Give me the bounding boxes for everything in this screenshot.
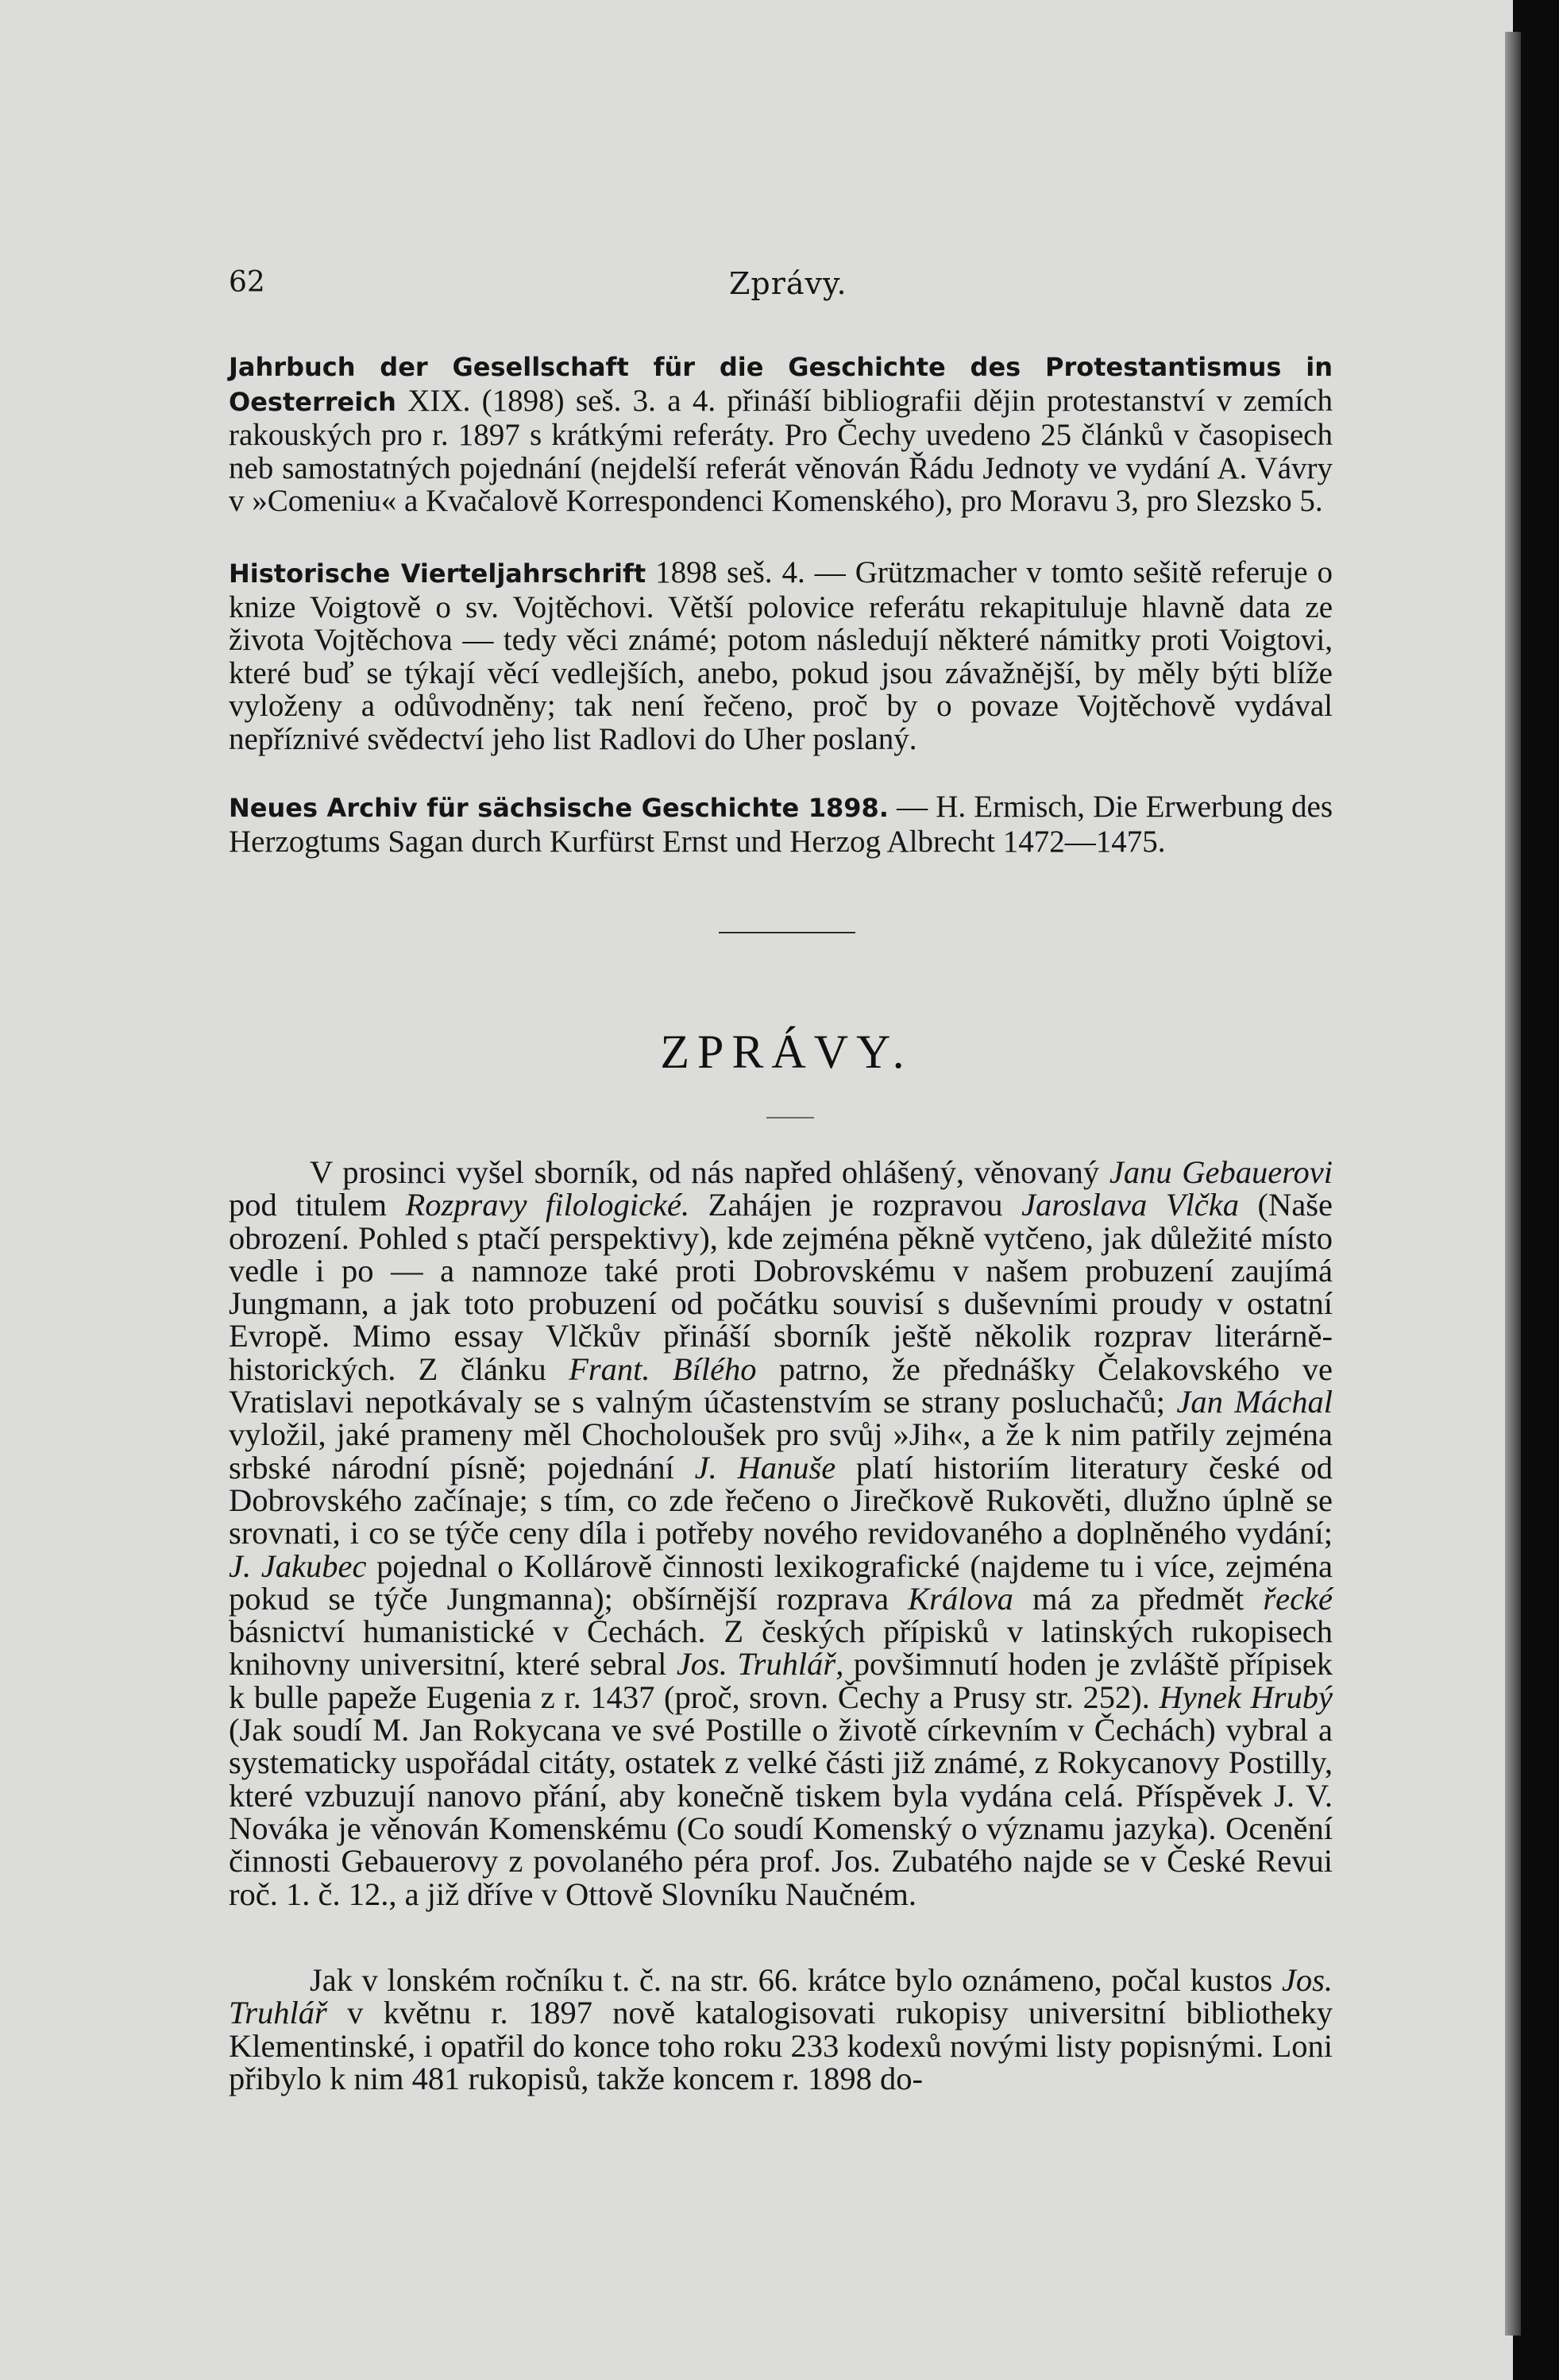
running-head: Zprávy. xyxy=(729,266,847,301)
news-text: pod titulem xyxy=(229,1187,406,1223)
work-title: Rozpravy filologické. xyxy=(405,1187,690,1223)
person-name: Jaroslava Vlčka xyxy=(1021,1187,1240,1223)
person-name: Jos. Truhlář xyxy=(229,1962,1333,2031)
news-text: v květnu r. 1897 nově katalogisovati rukopisy universitní bibliotheky Klementinské, i opatřil do konce toho roku 233 kodexů novými listy popisnými. Loni přibylo k nim 481 rukopisů, takže koncem r. 1898 do- xyxy=(229,1995,1333,2096)
person-name: J. Jakubec xyxy=(229,1547,367,1584)
news-text: patrno, že přednášky Čelakovského ve Vratislavi nepotkávaly se s valným účastenstvím se strany posluchačů; xyxy=(229,1350,1333,1420)
news-text: má za předmět xyxy=(1013,1580,1264,1617)
news-text: Jak v lonském ročníku t. č. na str. 66. krátce bylo oznámeno, počal kustos xyxy=(310,1962,1282,1998)
review-entry xyxy=(229,790,1333,858)
review-text: XIX. (1898) seš. 3. a 4. přináší bibliografii dějin protestanství v zemích rakouských pro r. 1897 s krátkými referáty. Pro Čechy uvedeno 25 článků v časopisech neb samostatných pojednání (nejdelší referát věnován Řádu Jednoty ve vydání A. Vávry v »Comeniu« a Kvačalově Korrespondenci Komenského), pro Moravu 3, pro Slezsko 5. xyxy=(229,383,1333,518)
periodical-title: Jahrbuch der Gesellschaft für die Geschichte des Protestantismus in Oesterreich xyxy=(229,352,1333,417)
news-text: platí historiím literatury české od Dobrovského začínaje; s tím, co zde řečeno o Jirečkově Rukověti, dlužno úplně se srovnati, i co se týče ceny díla i potřeby nového revidovaného a doplněného vydání; xyxy=(229,1449,1333,1551)
news-text: (Naše obrození. Pohled s ptačí perspektivy), kde zejména pěkně vytčeno, jak důležité místo vedle i po — a namnoze také proti Dobrovskému v našem probuzení zaujímá Jungmann, a jak toto probuzení od počátku souvisí s duševními proudy v ostatní Evropě. Mimo essay Vlčkův přináší sborník ještě několik rozprav literárně-historických. Z článku xyxy=(229,1187,1333,1387)
emphasis: řecké xyxy=(1263,1580,1333,1617)
person-name: Králova xyxy=(908,1580,1013,1617)
review-text: — H. Ermisch, Die Erwerbung des Herzogtums Sagan durch Kurfürst Ernst und Herzog Albrecht 1472—1475. xyxy=(229,790,1333,859)
person-name: Hynek Hrubý xyxy=(1159,1679,1333,1715)
news-paragraph xyxy=(229,1156,1333,1911)
person-name: Jos. Truhlář, xyxy=(676,1646,844,1683)
review-entry xyxy=(229,350,1333,518)
title-underline xyxy=(766,1117,814,1119)
person-name: Janu Gebauerovi xyxy=(1109,1154,1333,1190)
page-header xyxy=(229,266,1333,314)
section-title: ZPRÁVY. xyxy=(660,1026,913,1078)
news-text: Zahájen je rozpravou xyxy=(689,1187,1022,1223)
person-name: Frant. Bílého xyxy=(569,1350,757,1387)
person-name: J. Hanuše xyxy=(694,1449,836,1486)
periodical-title: Historische Vierteljahrschrift xyxy=(229,558,646,589)
news-text: povšimnutí hoden je zvláště přípisek k bulle papeže Eugenia z r. 1437 (proč, srovn. Čechy a Prusy str. 252). xyxy=(229,1646,1333,1715)
section-divider xyxy=(719,932,855,933)
news-text: V prosinci vyšel sborník, od nás napřed ohlášený, věnovaný xyxy=(310,1154,1109,1190)
person-name: Jan Máchal xyxy=(1176,1384,1333,1420)
review-entry xyxy=(229,556,1333,755)
page-edge-shadow xyxy=(1505,32,1521,2336)
news-text: (Jak soudí M. Jan Rokycana ve své Postille o životě církevním v Čechách) vybral a systematicky uspořádal citáty, ostatek z velké části již známé, z Rokycanovy Postilly, které vzbuzují nanovo přání, aby konečně tiskem byla vydána celá. Příspěvek J. V. Nováka je věnován Komenskému (Co soudí Komenský o významu jazyka). Ocenění činnosti Gebauerovy z povolaného péra prof. Jos. Zubatého najde se v České Revui roč. 1. č. 12., a již dříve v Ottově Slovníku Naučném. xyxy=(229,1712,1333,1912)
review-text: 1898 seš. 4. — Grützmacher v tomto sešitě referuje o knize Voigtově o sv. Vojtěchovi. Větší polovice referátu rekapituluje hlavně data ze života Vojtěchova — tedy věci známé; potom následují některé námitky proti Voigtovi, které buď se týkají věcí vedlejších, anebo, pokud jsou závažnější, by měly býti blíže vyloženy a odůvodněny; tak není řečeno, proč by o povaze Vojtěchově vydával nepříznivé svědectví jeho list Radlovi do Uher poslaný. xyxy=(229,555,1333,756)
news-text: pojednal o Kollárově činnosti lexikografické (najdeme tu i více, zejména pokud se týče Jungmanna); obšírnější rozprava xyxy=(229,1547,1333,1617)
page-number: 62 xyxy=(229,266,265,299)
news-text: vyložil, jaké prameny měl Chocholoušek pro svůj »Jih«, a že k nim patřily zejména srbské národní písně; pojednání xyxy=(229,1416,1333,1486)
periodical-title: Neues Archiv für sächsische Geschichte 1898. xyxy=(229,793,889,823)
news-text: básnictví humanistické v Čechách. Z českých přípisků v latinských rukopisech knihovny universitní, které sebral xyxy=(229,1613,1333,1683)
news-paragraph xyxy=(229,1964,1333,2095)
